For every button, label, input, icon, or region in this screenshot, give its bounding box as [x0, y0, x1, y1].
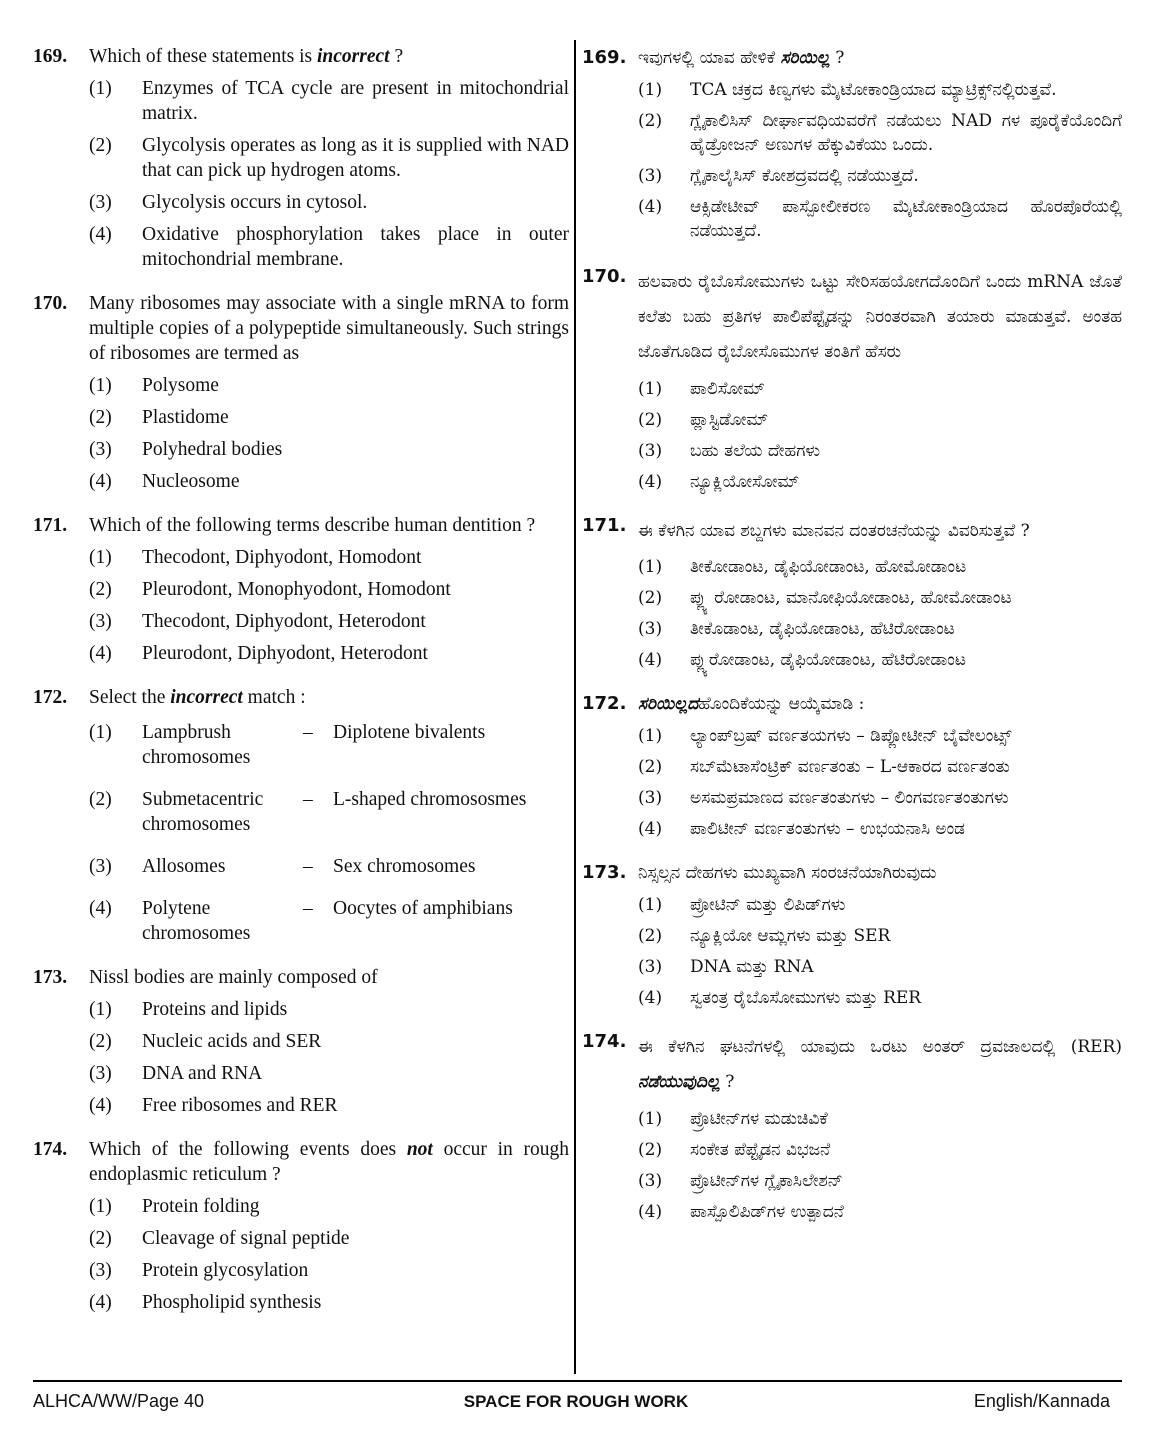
question-number: 172.	[33, 687, 68, 708]
option-3[interactable]: (3) Thecodont, Diphyodont, Heterodont	[89, 611, 426, 632]
question-number: 169.	[33, 46, 68, 67]
question-number: 172.	[582, 693, 627, 714]
question-number: 171.	[33, 515, 68, 536]
question-number: 173.	[582, 862, 627, 883]
option-4[interactable]: (4) ಪಾಲಿಟೀನ್ ವರ್ಣತಂತುಗಳು – ಉಭಯನಾಸಿ ಅಂಡ	[638, 819, 965, 839]
option-4[interactable]: (4) ಆಕ್ಸಿಡೇಟೀವ್ ಪಾಸ್ಪೋಲೀಕರಣ ಮೈಟೋಕಾಂಡ್ರಿಯಾದ ಹೊರಪೊರೆಯಲ್ಲಿ ನಡೆಯುತ್ತದೆ.	[638, 197, 1122, 241]
option-2[interactable]: (2) Submetacentric chromosomes – L-shaped chromososmes	[89, 789, 527, 835]
option-1[interactable]: (1) ಪ್ರೊಟೀನ್‌ಗಳ ಮಡುಚಿವಿಕೆ	[638, 1109, 828, 1129]
option-3[interactable]: (3) Protein glycosylation	[89, 1260, 309, 1281]
rough-work-label: SPACE FOR ROUGH WORK	[463, 1392, 689, 1411]
option-4[interactable]: (4) Free ribosomes and RER	[89, 1095, 338, 1116]
option-1[interactable]: (1) TCA ಚಕ್ರದ ಕಿಣ್ವಗಳು ಮೈಟೋಕಾಂಡ್ರಿಯಾದ ಮ್ಯಾಟ್ರಿಕ್ಸ್‌ನಲ್ಲಿರುತ್ತವೆ.	[638, 80, 1057, 100]
option-4[interactable]: (4) Phospholipid synthesis	[89, 1292, 322, 1313]
footer-rule	[33, 1380, 1122, 1382]
options-list	[638, 724, 1122, 841]
options-list	[89, 373, 569, 494]
option-2[interactable]: (2) ನ್ಯೂಕ್ಲಿಯೋ ಆಮ್ಲಗಳು ಮತ್ತು SER	[638, 926, 891, 946]
option-2[interactable]: (2) Cleavage of signal peptide	[89, 1228, 350, 1249]
kannada-column	[582, 40, 1122, 1224]
question-number: 170.	[33, 293, 68, 314]
question-stem: Which of these statements is incorrect ?	[89, 46, 404, 67]
question-stem: ಸರಿಯಿಲ್ಲದಹೊಂದಿಕೆಯನ್ನು ಆಯ್ಕೆಮಾಡಿ :	[638, 694, 865, 714]
option-2[interactable]: (2) Pleurodont, Monophyodont, Homodont	[89, 579, 451, 600]
option-1[interactable]: (1) Thecodont, Diphyodont, Homodont	[89, 547, 422, 568]
question-170-kn	[582, 265, 1122, 494]
page-code: ALHCA/WW/Page 40	[33, 1391, 205, 1411]
option-4[interactable]: (4) Oxidative phosphorylation takes place in outer mitochondrial membrane.	[89, 224, 569, 270]
option-2[interactable]: (2) Plastidome	[89, 407, 229, 428]
question-stem: Nissl bodies are mainly composed of	[89, 967, 378, 988]
question-169-en	[33, 44, 569, 272]
option-1[interactable]: (1) ಲ್ಯಾಂಪ್‌ಬ್ರಷ್ ವರ್ಣತಯಗಳು – ಡಿಪ್ಲೋಟೀನ್ ಬೈವೇಲಂಟ್ಸ್	[638, 726, 1012, 746]
option-4[interactable]: (4) ಪಾಸ್ಪೊಲಿಪಿಡ್‌ಗಳ ಉತ್ಪಾದನೆ	[638, 1202, 844, 1222]
question-stem: ಈ ಕೆಳಗಿನ ಯಾವ ಶಬ್ದಗಳು ಮಾನವನ ದಂತರಚನೆಯನ್ನು ವಿವರಿಸುತ್ತವೆ ?	[638, 521, 1030, 541]
question-173-en	[33, 965, 569, 1118]
question-number: 171.	[582, 515, 627, 536]
option-1[interactable]: (1) Proteins and lipids	[89, 999, 288, 1020]
options-list	[89, 545, 569, 666]
options-list	[89, 997, 569, 1118]
english-column	[33, 40, 569, 1315]
option-3[interactable]: (3) ಬಹು ತಲೆಯ ದೇಹಗಳು	[638, 441, 821, 461]
question-stem: ಈ ಕೆಳಗಿನ ಘಟನೆಗಳಲ್ಲಿ ಯಾವುದು ಒರಟು ಅಂತರ್ ದ್ರವಜಾಲದಲ್ಲಿ (RER) ನಡೆಯುವುದಿಲ್ಲ ?	[638, 1037, 1122, 1092]
option-2[interactable]: (2) ಪ್ಲ್ಯು ರೋಡಾಂಟ, ಮಾನೋಫಿಯೋಡಾಂಟ, ಹೋಮೋಡಾಂಟ	[638, 588, 1012, 608]
option-1[interactable]: (1) ಪ್ರೋಟಿನ್ ಮತ್ತು ಲಿಪಿಡ್‌ಗಳು	[638, 895, 846, 915]
options-list	[638, 78, 1122, 243]
question-171-en	[33, 513, 569, 666]
question-stem: ಇವುಗಳಲ್ಲಿ ಯಾವ ಹೇಳಿಕೆ ಸರಿಯಿಲ್ಲ ?	[638, 48, 845, 68]
question-170-en	[33, 291, 569, 494]
question-stem: Which of the following events does not occur in rough endoplasmic reticulum ?	[89, 1139, 570, 1185]
question-169-kn	[582, 46, 1122, 243]
question-number: 170.	[582, 266, 627, 287]
option-1[interactable]: (1) Lampbrush chromosomes – Diplotene bivalents	[89, 722, 486, 768]
language-label: English/Kannada	[973, 1391, 1110, 1411]
question-stem: Select the incorrect match :	[89, 687, 306, 708]
option-3[interactable]: (3) ಪ್ರೊಟೀನ್‌ಗಳ ಗ್ಲೈಕಾಸಿಲೇಶನ್	[638, 1171, 843, 1191]
options-list	[638, 377, 1122, 494]
option-3[interactable]: (3) Glycolysis occurs in cytosol.	[89, 192, 368, 213]
option-2[interactable]: (2) ಸಬ್‌ಮೆಟಾಸೆಂಟ್ರಿಕ್ ವರ್ಣತಂತು – L-ಆಕಾರದ ವರ್ಣತಂತು	[638, 757, 1010, 777]
question-stem: ನಿಸ್ಸಲ್ಸನ ದೇಹಗಳು ಮುಖ್ಯವಾಗಿ ಸಂರಚನೆಯಾಗಿರುವುದು	[638, 863, 937, 883]
option-3[interactable]: (3) ಅಸಮಪ್ರಮಾಣದ ವರ್ಣತಂತುಗಳು – ಲಿಂಗವರ್ಣತಂತುಗಳು	[638, 788, 1009, 808]
option-3[interactable]: (3) ತೀಕೊಡಾಂಟ, ಡೈಫಿಯೋಡಾಂಟ, ಹೆಟಿರೋಡಾಂಟ	[638, 619, 955, 639]
question-stem: Many ribosomes may associate with a single mRNA to form multiple copies of a polypeptide simultaneously. Such strings of ribosomes are termed as	[89, 293, 569, 364]
option-2[interactable]: (2) Nucleic acids and SER	[89, 1031, 322, 1052]
option-1[interactable]: (1) Enzymes of TCA cycle are present in mitochondrial matrix.	[89, 78, 569, 124]
option-1[interactable]: (1) ತೀಕೋಡಾಂಟ, ಡೈಫಿಯೋಡಾಂಟ, ಹೋಮೋಡಾಂಟ	[638, 557, 967, 577]
options-list	[638, 893, 1122, 1010]
question-number: 174.	[33, 1139, 68, 1160]
option-1[interactable]: (1) ಪಾಲಿಸೋಮ್	[638, 379, 765, 399]
option-4[interactable]: (4) ನ್ಯೂಕ್ಲಿಯೋಸೋಮ್	[638, 472, 800, 492]
option-4[interactable]: (4) Polytene chromosomes – Oocytes of amphibians	[89, 898, 513, 944]
option-1[interactable]: (1) Polysome	[89, 375, 219, 396]
options-list	[638, 555, 1122, 672]
options-list	[89, 76, 569, 272]
question-number: 173.	[33, 967, 68, 988]
option-3[interactable]: (3) DNA and RNA	[89, 1063, 263, 1084]
option-1[interactable]: (1) Protein folding	[89, 1196, 260, 1217]
question-stem: ಹಲವಾರು ರೈಬೊಸೋಮುಗಳು ಒಟ್ಟು ಸೇರಿಸಹಯೋಗದೊಂದಿಗೆ ಒಂದು mRNA ಜೊತೆ ಕಲೆತು ಬಹು ಪ್ರತಿಗಳ ಪಾಲಿಪೆಪ್ಟೈಡನ್ನು ನಿರಂತರವಾಗಿ ತಯಾರು ಮಾಡುತ್ತವೆ. ಅಂತಹ ಜೊತೆಗೂಡಿದ ರೈಬೋಸೊಮುಗಳ ತಂತಿಗೆ ಹೆಸರು	[638, 272, 1122, 362]
option-2[interactable]: (2) ಪ್ಲಾಸ್ಟಿಡೋಮ್	[638, 410, 769, 430]
question-172-en	[33, 685, 569, 946]
question-number: 169.	[582, 47, 627, 68]
options-list	[89, 720, 569, 946]
column-divider	[574, 40, 576, 1374]
option-4[interactable]: (4) ಸ್ವತಂತ್ರ ರೈಬೊಸೋಮುಗಳು ಮತ್ತು RER	[638, 988, 922, 1008]
question-171-kn	[582, 514, 1122, 672]
option-4[interactable]: (4) Nucleosome	[89, 471, 240, 492]
option-2[interactable]: (2) ಗ್ಲೈಕಾಲಿಸಿಸ್ ದೀರ್ಘಾವಧಿಯವರೆಗೆ ನಡೆಯಲು NAD ಗಳ ಪೂರೈಕೆಯೊಂದಿಗೆ ಹೈಡ್ರೋಜನ್ ಅಣುಗಳ ಹೆಕ್ಕುವಿಕೆಯು ಒಂದು.	[638, 111, 1122, 155]
options-list	[638, 1107, 1122, 1224]
option-3[interactable]: (3) ಗ್ಲೈಕಾಲೈಸಿಸ್ ಕೋಶದ್ರವದಲ್ಲಿ ನಡೆಯುತ್ತದೆ.	[638, 166, 919, 186]
options-list	[89, 1194, 569, 1315]
question-number: 174.	[582, 1031, 627, 1052]
option-3[interactable]: (3) Allosomes – Sex chromosomes	[89, 856, 476, 877]
option-2[interactable]: (2) ಸಂಕೇತ ಪೆಪ್ಟೈಡನ ವಿಭಜನೆ	[638, 1140, 831, 1160]
option-4[interactable]: (4) ಪ್ಲ್ಯುರೋಡಾಂಟ, ಡೈಫಿಯೋಡಾಂಟ, ಹೆಟಿರೋಡಾಂಟ	[638, 650, 966, 670]
option-3[interactable]: (3) DNA ಮತ್ತು RNA	[638, 957, 814, 977]
option-3[interactable]: (3) Polyhedral bodies	[89, 439, 283, 460]
question-stem: Which of the following terms describe human dentition ?	[89, 515, 536, 536]
option-4[interactable]: (4) Pleurodont, Diphyodont, Heterodont	[89, 643, 428, 664]
question-174-kn	[582, 1030, 1122, 1224]
option-2[interactable]: (2) Glycolysis operates as long as it is supplied with NAD that can pick up hydrogen atoms.	[89, 135, 569, 181]
question-172-kn	[582, 692, 1122, 841]
question-173-kn	[582, 861, 1122, 1010]
question-174-en	[33, 1137, 569, 1315]
